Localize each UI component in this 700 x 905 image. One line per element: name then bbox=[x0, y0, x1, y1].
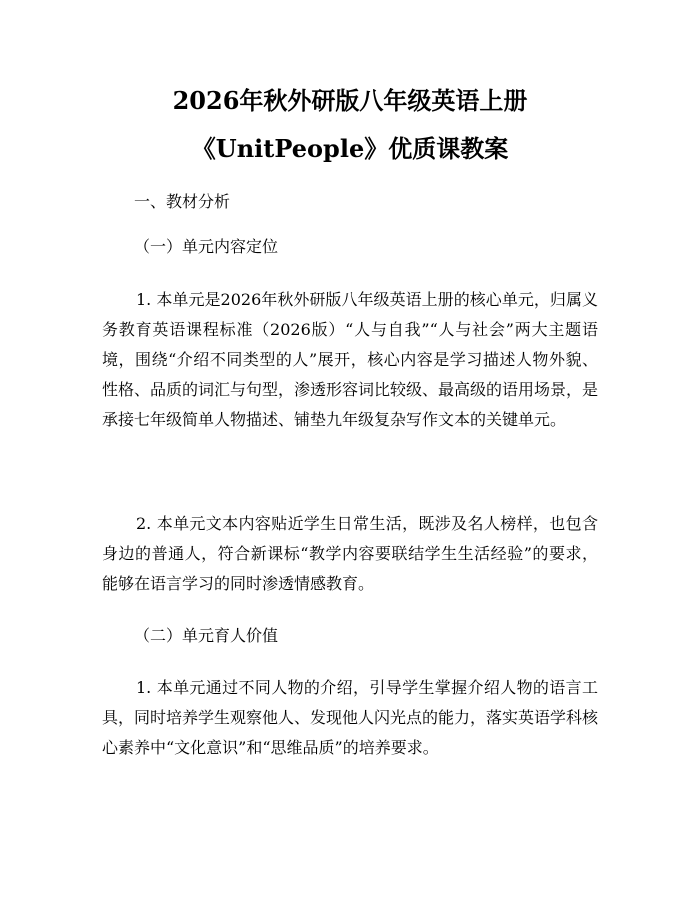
document-title-line-1: 2026年秋外研版八年级英语上册 bbox=[172, 86, 528, 115]
document-title-line-2: 《UnitPeople》优质课教案 bbox=[191, 134, 509, 163]
subsection-heading-unit-positioning: （一）单元内容定位 bbox=[134, 237, 279, 256]
paragraph-unit-positioning-2: 2. 本单元文本内容贴近学生日常生活，既涉及名人榜样，也包含身边的普通人，符合新课标“教学内容要联结学生生活经验”的要求，能够在语言学习的同时渗透情感教育。 bbox=[102, 514, 598, 593]
subsection-heading-educational-value: （二）单元育人价值 bbox=[134, 626, 279, 645]
paragraph-unit-positioning-1: 1. 本单元是2026年秋外研版八年级英语上册的核心单元，归属义务教育英语课程标准（2026版）“人与自我”“人与社会”两大主题语境，围绕“介绍不同类型的人”展开，核心内容是学习描述人物外貌、性格、品质的词汇与句型，渗透形容词比较级、最高级的语用场景，是承接七年级简单人物描述、铺垫九年级复杂写作文本的关键单元。 bbox=[102, 290, 599, 429]
section-heading-textbook-analysis: 一、教材分析 bbox=[134, 192, 231, 211]
paragraph-educational-value-1: 1. 本单元通过不同人物的介绍，引导学生掌握介绍人物的语言工具，同时培养学生观察他人、发现他人闪光点的能力，落实英语学科核心素养中“文化意识”和“思维品质”的培养要求。 bbox=[102, 678, 599, 757]
